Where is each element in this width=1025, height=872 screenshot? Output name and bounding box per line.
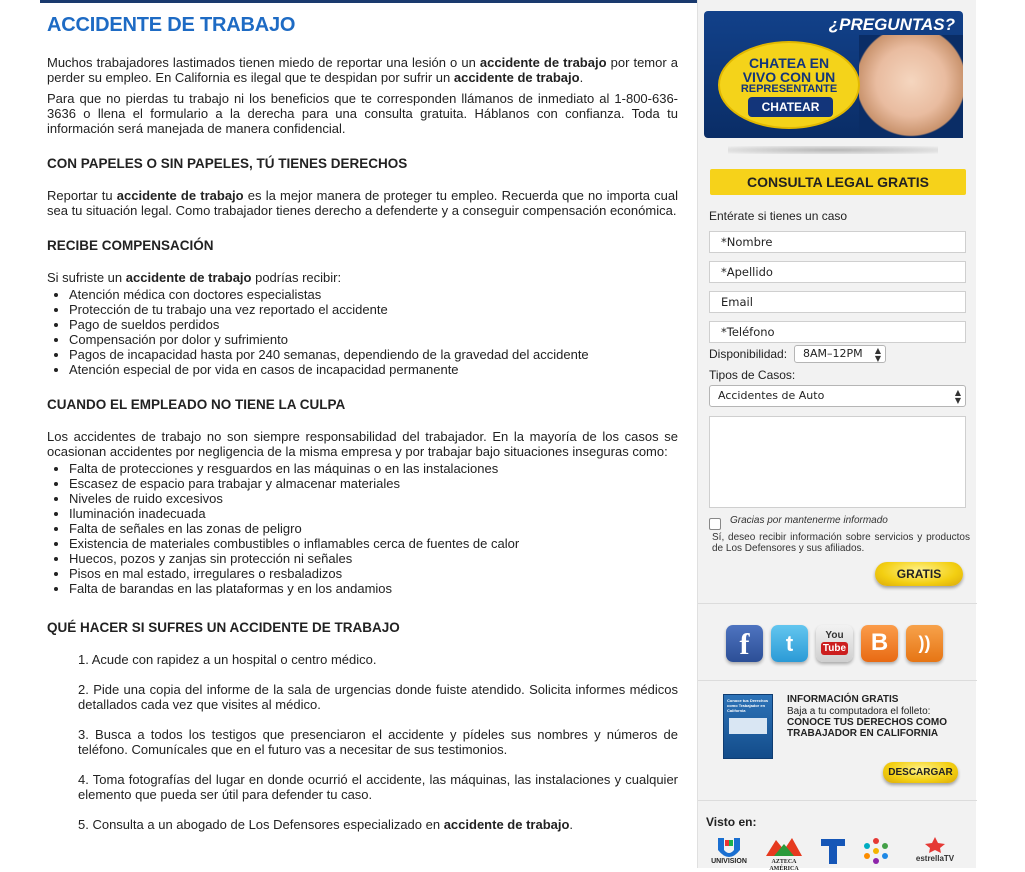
telemundo-mark-icon [818,836,848,866]
banner-shadow [728,146,938,154]
s1-text-c: es la mejor manera de proteger tu empleo. Recuerda que no importa cual sea tu situación legal. Como trabajador tienes derecho a defenderte y a conseguir compensación económica. [47,188,678,218]
azteca-mark-icon [764,836,804,858]
visto-en-label: Visto en: [706,815,757,829]
s2-text-a: Si sufriste un [47,270,126,285]
download-button[interactable]: DESCARGAR [883,762,958,783]
list-item: • Existencia de materiales combustibles o inflamables cerca de fuentes de calor [69,536,678,551]
select-arrows-icon: ▲ ▼ [874,346,881,363]
rss-icon[interactable]: )) [906,625,943,662]
list-item: • Iluminación inadecuada [69,506,678,521]
list-item: • Atención médica con doctores especialistas [69,287,678,302]
univision-name: UNIVISION [711,858,747,865]
telefono-field[interactable] [709,321,966,343]
compensacion-list [69,287,678,377]
list-item: • Pisos en mal estado, irregulares o resbaladizos [69,566,678,581]
list-item: • Huecos, pozos y zanjas sin protección ni señales [69,551,678,566]
culpa-list [69,461,678,596]
intro-text-a: Muchos trabajadores lastimados tienen miedo de reportar una lesión o un [47,55,480,70]
tipos-value: Accidentes de Auto [718,389,825,402]
step-item: 4. Toma fotografías del lugar en donde ocurrió el accidente, las máquinas, las instalaciones y cualquier elemento que pueda ser útil para defender tu caso. [78,772,678,802]
estrellatv-name: estrellaTV [915,854,955,863]
chat-button[interactable]: CHATEAR [748,97,833,117]
step5-text-a: 5. Consulta a un abogado de Los Defensores especializado en [78,817,444,832]
youtube-tube: Tube [822,643,847,654]
s1-text-a: Reportar tu [47,188,117,203]
section-heading-culpa: CUANDO EL EMPLEADO NO TIENE LA CULPA [47,397,346,412]
list-item: • Compensación por dolor y sufrimiento [69,332,678,347]
s2-bold-b: accidente de trabajo [125,270,252,285]
booklet-cover[interactable] [723,694,773,759]
canal22-mark-icon [860,836,892,866]
intro-text-e: . [579,70,584,85]
info-text: Baja a tu computadora el folleto: [787,706,931,717]
list-item: • Pagos de incapacidad hasta por 240 semanas, dependiendo de la gravedad del accidente [69,347,678,362]
univision-logo [704,836,754,868]
list-item: • Escasez de espacio para trabajar y almacenar materiales [69,476,678,491]
main-content [47,14,678,847]
azteca-name: AZTECA AMÉRICA [769,859,799,872]
estrella-star-icon [920,836,950,854]
section-heading-derechos: CON PAPELES O SIN PAPELES, TÚ TIENES DERECHOS [47,156,408,171]
facebook-icon[interactable]: f [726,625,763,662]
divider [698,800,977,801]
step5-text-c: . [569,817,574,832]
list-item: • Protección de tu trabajo una vez reportado el accidente [69,302,678,317]
checkbox-label: Gracias por mantenerme informado [730,515,888,526]
telemundo-logo [816,836,850,868]
list-item: • Pago de sueldos perdidos [69,317,678,332]
disponibilidad-label: Disponibilidad: [709,347,788,361]
page-title: ACCIDENTE DE TRABAJO [47,14,296,36]
booklet-cover-title: Conoce tus Derechos como Trabajador en California [727,698,769,713]
step-item [78,817,678,832]
submit-button[interactable]: GRATIS [875,562,963,586]
step-item: 3. Busca a todos los testigos que presenciaron el accidente y pídeles sus nombres y números de teléfono. Comunícales que en el futuro vas a necesitar de sus testimonios. [78,727,678,757]
chat-line-3: REPRESENTANTE [740,83,838,95]
steps-list [78,652,678,832]
intro-text-c: por temor a perder su empleo. En California es ilegal que te despidan por sufrir un [47,55,678,85]
tipos-select[interactable] [709,385,966,407]
representative-photo [859,35,963,138]
blogger-icon[interactable]: B [861,625,898,662]
section-text-derechos [47,188,678,218]
disponibilidad-select[interactable] [794,345,886,363]
nombre-field[interactable] [709,231,966,253]
divider [698,603,977,604]
canal22-logo [856,836,896,868]
chat-question: ¿PREGUNTAS? [828,15,955,34]
youtube-icon[interactable] [816,625,853,662]
univision-mark-icon [714,836,744,858]
disclaimer-text: Sí, deseo recibir información sobre servicios y productos de Los Defensores y sus afiliados. [712,532,970,554]
list-item: • Falta de protecciones y resguardos en las máquinas o en las instalaciones [69,461,678,476]
divider [698,680,977,681]
estrellatv-logo [904,836,966,868]
s1-bold-b: accidente de trabajo [116,188,244,203]
intro-paragraph-1 [47,55,678,85]
booklet-title: CONOCE TUS DERECHOS COMO TRABAJADOR EN CALIFORNIA [787,717,948,739]
list-item: • Niveles de ruido excesivos [69,491,678,506]
form-subtitle: Entérate si tienes un caso [709,209,848,223]
section-heading-que-hacer: QUÉ HACER SI SUFRES UN ACCIDENTE DE TRABAJO [47,620,400,635]
sidebar [697,0,976,872]
intro-bold-d: accidente de trabajo [453,70,580,85]
newsletter-checkbox[interactable] [709,518,721,530]
s2-text-c: podrías recibir: [251,270,342,285]
list-item: • Atención especial de por vida en casos de incapacidad permanente [69,362,678,377]
booklet-cover-image [729,718,767,734]
list-item: • Falta de barandas en las plataformas y en los andamios [69,581,678,596]
email-field[interactable] [709,291,966,313]
apellido-field[interactable] [709,261,966,283]
intro-paragraph-2: Para que no pierdas tu trabajo ni los beneficios que te corresponden llámanos de inmediato al 1-800-636-3636 o llena el formulario a la derecha para una consulta gratuita. Háblanos con confianza. Toda tu información será manejada de manera confidencial. [47,91,678,136]
section-text-culpa: Los accidentes de trabajo no son siempre responsabilidad del trabajador. En la mayoría de los casos se ocasionan accidentes por negligencia de la misma empresa y por trabajar bajo situaciones inseguras como: [47,429,678,459]
twitter-icon[interactable]: t [771,625,808,662]
tipos-label: Tipos de Casos: [709,368,796,382]
section-text-compensacion [47,270,678,285]
intro-bold-b: accidente de trabajo [479,55,607,70]
message-textarea[interactable] [709,416,966,508]
chat-banner[interactable] [704,11,963,138]
youtube-you: You [825,630,844,641]
section-heading-compensacion: RECIBE COMPENSACIÓN [47,238,214,253]
disponibilidad-value: 8AM–12PM [803,347,863,360]
step-item: 1. Acude con rapidez a un hospital o centro médico. [78,652,377,667]
info-heading: INFORMACIÓN GRATIS [787,694,899,705]
select-arrows-icon: ▲ ▼ [954,388,961,405]
list-item: • Falta de señales en las zonas de peligro [69,521,678,536]
form-title: CONSULTA LEGAL GRATIS [710,169,966,195]
chat-line-2: VIVO CON UN [742,69,836,85]
azteca-logo [758,836,810,872]
chat-line-1: CHATEA EN [748,55,830,71]
step-item: 2. Pide una copia del informe de la sala de urgencias donde fuiste atendido. Solicita informes médicos detallados cada vez que visites al médico. [78,682,678,712]
step5-bold-b: accidente de trabajo [443,817,570,832]
